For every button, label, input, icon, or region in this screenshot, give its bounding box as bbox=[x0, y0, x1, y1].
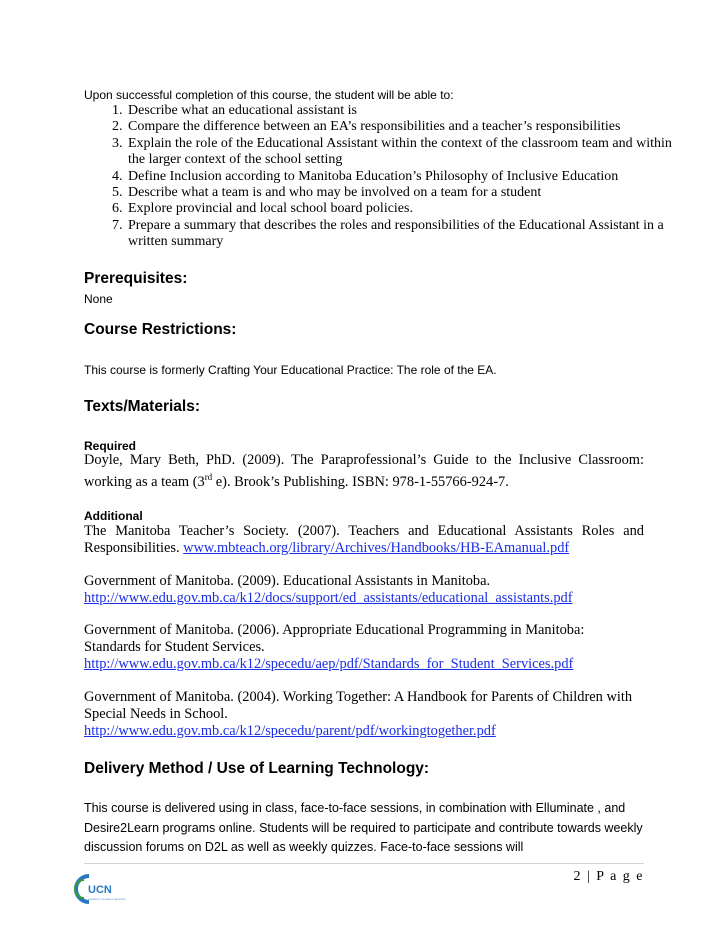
required-reference-text: working as a team (3 bbox=[84, 473, 205, 490]
list-item: 2. Compare the difference between an EA’s responsibilities and a teacher’s responsibilities bbox=[126, 119, 686, 135]
page-number: 2 | P a g e bbox=[573, 869, 644, 884]
reference-link[interactable]: http://www.edu.gov.mb.ca/k12/specedu/aep/pdf/Standards_for_Student_Services.pdf bbox=[84, 656, 574, 672]
reference-link[interactable]: http://www.edu.gov.mb.ca/k12/specedu/parent/pdf/workingtogether.pdf bbox=[84, 723, 496, 739]
list-item: 1. Describe what an educational assistant is bbox=[126, 103, 686, 119]
required-reference-text-end: e). Brook’s Publishing. ISBN: 978-1-55766-924-7. bbox=[212, 473, 509, 490]
logo-text: UCN bbox=[88, 884, 112, 896]
reference-line: Special Needs in School. bbox=[84, 706, 228, 722]
reference-item bbox=[84, 573, 644, 607]
ucn-logo-icon bbox=[75, 872, 126, 906]
reference-line: Government of Manitoba. (2009). Educational Assistants in Manitoba. bbox=[84, 573, 491, 589]
list-item: 6. Explore provincial and local school board policies. bbox=[126, 201, 686, 217]
materials-heading: Texts/Materials: bbox=[84, 398, 201, 415]
required-reference-line2 bbox=[84, 469, 644, 491]
reference-link[interactable]: www.mbteach.org/library/Archives/Handbooks/HB-EAmanual.pdf bbox=[183, 540, 570, 556]
additional-label: Additional bbox=[84, 509, 143, 523]
required-reference-line1: Doyle, Mary Beth, PhD. (2009). The Paraprofessional’s Guide to the Inclusive Classroom: bbox=[84, 452, 644, 468]
reference-line bbox=[84, 540, 644, 557]
reference-line: Government of Manitoba. (2004). Working Together: A Handbook for Parents of Children with bbox=[84, 689, 633, 705]
required-reference bbox=[84, 452, 644, 491]
delivery-heading: Delivery Method / Use of Learning Technology: bbox=[84, 760, 430, 777]
restrictions-heading: Course Restrictions: bbox=[84, 321, 237, 338]
list-item: 3. Explain the role of the Educational Assistant within the context of the classroom team and within the larger context of the school setting bbox=[126, 136, 686, 169]
required-label: Required bbox=[84, 439, 137, 453]
reference-line bbox=[84, 656, 644, 673]
prerequisites-value: None bbox=[84, 292, 113, 306]
prerequisites-heading: Prerequisites: bbox=[84, 270, 188, 287]
list-item: 5. Describe what a team is and who may be involved on a team for a student bbox=[126, 185, 686, 201]
restrictions-text: This course is formerly Crafting Your Educational Practice: The role of the EA. bbox=[84, 363, 497, 377]
delivery-text: This course is delivered using in class, face-to-face sessions, in combination with Elluminate , and Desire2Learn programs online. Students will be required to participate and contribute towards weekly discussion forums on D2L as well as weekly quizzes. Face-to-face sessions will bbox=[84, 801, 643, 854]
reference-line: The Manitoba Teacher’s Society. (2007). Teachers and Educational Assistants Roles and bbox=[84, 523, 644, 539]
reference-item bbox=[84, 523, 644, 557]
reference-line: Standards for Student Services. bbox=[84, 639, 265, 655]
reference-line: Government of Manitoba. (2006). Appropriate Educational Programming in Manitoba: bbox=[84, 622, 585, 638]
reference-line bbox=[84, 590, 644, 607]
reference-line bbox=[84, 723, 644, 740]
objectives-list bbox=[84, 103, 686, 251]
reference-text: Responsibilities. bbox=[84, 540, 184, 556]
superscript: rd bbox=[204, 472, 213, 482]
list-item: 7. Prepare a summary that describes the roles and responsibilities of the Educational Assistant in a written summary bbox=[126, 218, 686, 251]
reference-item bbox=[84, 689, 644, 740]
logo-subtext: UNIVERSITY COLLEGE OF THE NORTH bbox=[88, 899, 126, 901]
objectives-intro: Upon successful completion of this course, the student will be able to: bbox=[84, 88, 454, 102]
reference-link[interactable]: http://www.edu.gov.mb.ca/k12/docs/support/ed_assistants/educational_assistants.pdf bbox=[84, 590, 573, 606]
footer-divider bbox=[84, 863, 644, 864]
reference-item bbox=[84, 622, 644, 673]
list-item: 4. Define Inclusion according to Manitoba Education’s Philosophy of Inclusive Education bbox=[126, 169, 686, 185]
